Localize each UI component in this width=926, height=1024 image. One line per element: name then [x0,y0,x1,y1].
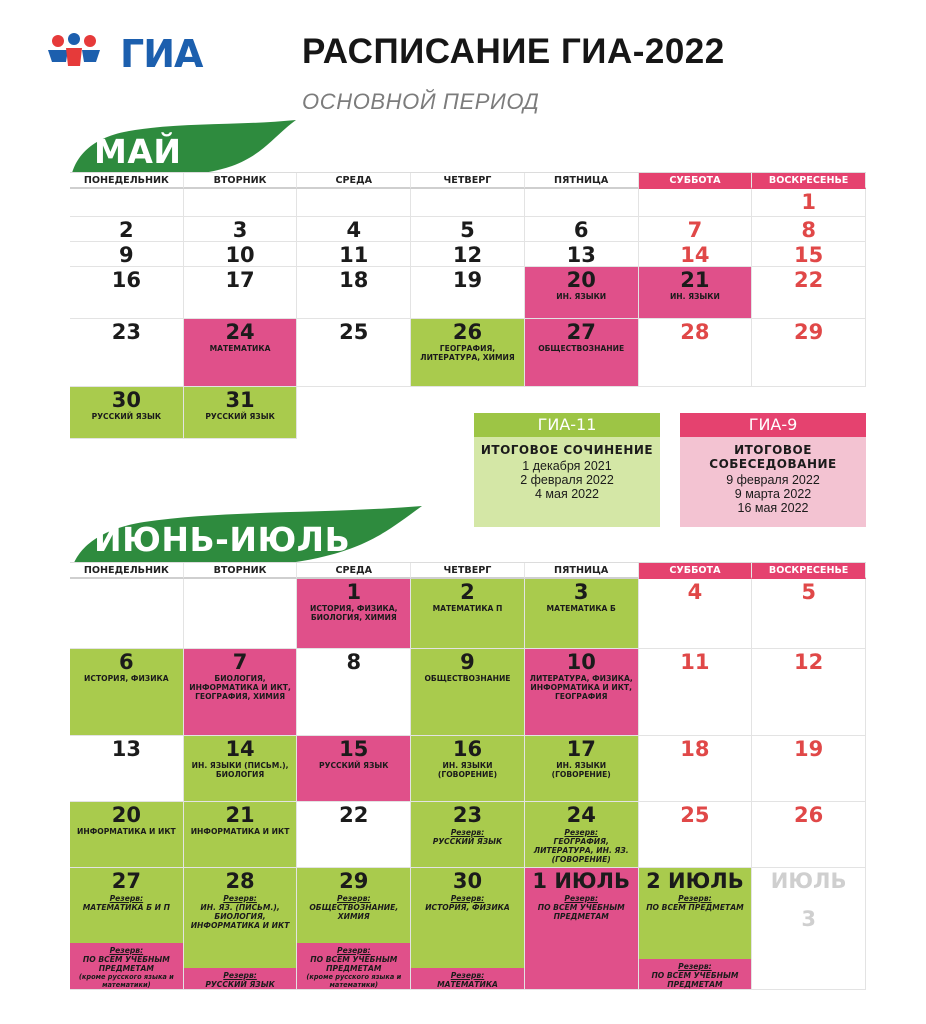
calendar-day [184,319,298,387]
day-number: 5 [460,218,475,242]
day-number: 3 [573,580,589,604]
exam-subjects: МАТЕМАТИКА Б [546,604,616,613]
day-number: 25 [339,320,369,344]
day-number: 20 [111,803,141,827]
weekday-header: ПЯТНИЦА [525,173,639,189]
exam-subjects: ОБЩЕСТВОЗНАНИЕ [538,344,625,353]
calendar-day [525,217,639,242]
calendar-day [752,868,866,990]
day-number: 22 [339,803,369,827]
reserve-box [184,968,297,989]
weekday-header: ВТОРНИК [184,563,298,579]
calendar-day [525,267,639,319]
calendar-empty-cell [184,579,298,649]
day-number: 10 [566,650,596,674]
day-number: 8 [346,650,362,674]
reserve-label: Резерв: [337,894,371,903]
reserve-label: Резерв: [564,894,598,903]
weekday-header: СРЕДА [297,563,411,579]
reserve-subjects: РУССКИЙ ЯЗЫК [205,980,275,989]
reserve-label: Резерв: [109,946,144,955]
day-number: 8 [801,218,816,242]
gia9-date: 16 мая 2022 [737,501,809,515]
calendar-day [639,267,753,319]
day-number: 18 [339,268,369,292]
calendar-day [525,242,639,267]
gia9-dates [680,473,866,515]
calendar-day [297,217,411,242]
reserve-box [297,943,410,989]
reserve-label: Резерв: [223,894,257,903]
calendar-day [752,189,866,217]
calendar-day [297,242,411,267]
calendar-day [639,736,753,802]
reserve-box [639,959,752,989]
reserve-subjects: ИН. ЯЗ. (ПИСЬМ.), БИОЛОГИЯ, ИНФОРМАТИКА И ИКТ [190,903,290,930]
calendar-day [184,868,298,990]
day-number-extra: 3 [801,907,816,931]
calendar-day [184,802,298,868]
day-number: 16 [111,268,141,292]
day-number: 23 [452,803,483,827]
gia-logo [44,32,204,76]
day-number: ИЮЛЬ [770,869,847,893]
calendar-empty-cell [70,579,184,649]
calendar-day [70,242,184,267]
day-number: 11 [339,243,369,267]
calendar-day [752,217,866,242]
day-number: 21 [680,268,710,292]
logo-text: ГИА [120,32,203,76]
day-number: 9 [460,650,475,674]
day-number: 6 [573,218,589,242]
day-number: 3 [232,218,248,242]
reserve-subjects: ПО ВСЕМ УЧЕБНЫМ ПРЕДМЕТАМ [537,903,625,921]
day-number: 2 [119,218,134,242]
calendar-day [525,802,639,868]
day-number: 12 [794,650,824,674]
page-subtitle: ОСНОВНОЙ ПЕРИОД [302,89,540,114]
day-number: 29 [794,320,824,344]
calendar-day [184,242,298,267]
calendar-day [184,217,298,242]
calendar-day [70,868,184,990]
day-number: 1 [346,580,362,604]
weekday-header: ПОНЕДЕЛЬНИК [70,563,184,579]
gia11-date: 1 декабря 2021 [522,459,612,473]
day-number: 15 [794,243,824,267]
reserve-box [70,943,183,989]
calendar-day [639,579,753,649]
day-number: 17 [566,737,596,761]
gia11-date: 4 мая 2022 [534,487,600,501]
may-calendar [70,172,866,439]
calendar-empty-cell [297,387,411,439]
day-number: 29 [339,869,369,893]
day-number: 24 [225,320,255,344]
weekday-header: ВОСКРЕСЕНЬЕ [752,173,866,189]
gia9-title: ИТОГОВОЕ СОБЕСЕДОВАНИЕ [709,443,837,471]
day-number: 7 [232,650,248,674]
day-number: 16 [452,737,483,761]
day-number: 17 [225,268,255,292]
day-number: 13 [566,243,596,267]
exam-subjects: МАТЕМАТИКА П [432,604,503,613]
june-calendar [70,562,866,990]
reserve-subjects: ОБЩЕСТВОЗНАНИЕ, ХИМИЯ [309,903,399,921]
day-number: 21 [225,803,255,827]
day-number: 18 [680,737,710,761]
calendar-day [639,242,753,267]
reserve-subjects: РУССКИЙ ЯЗЫК [432,837,503,846]
exam-subjects: ИН. ЯЗЫКИ (ГОВОРЕНИЕ) [551,761,611,779]
reserve-subjects: ИСТОРИЯ, ФИЗИКА [425,903,510,912]
day-number: 19 [452,268,483,292]
day-number: 9 [119,243,134,267]
day-number: 2 ИЮЛЬ [646,869,744,893]
reserve-label: Резерв: [450,971,485,980]
calendar-empty-cell [525,189,639,217]
weekday-header: СУББОТА [639,173,753,189]
calendar-day [525,868,639,990]
day-number: 7 [687,218,703,242]
day-number: 30 [452,869,483,893]
calendar-day [70,267,184,319]
gia9-date: 9 февраля 2022 [726,473,820,487]
day-number: 31 [225,388,255,412]
reserve-subjects: ПО ВСЕМ УЧЕБНЫМ ПРЕДМЕТАМ [82,955,170,973]
exam-subjects: БИОЛОГИЯ, ИНФОРМАТИКА И ИКТ, ГЕОГРАФИЯ, ХИМИЯ [189,674,291,701]
weekday-header: СРЕДА [297,173,411,189]
reserve-note: (кроме русского языка и математики) [78,973,174,989]
calendar-day [184,649,298,736]
exam-subjects: ЛИТЕРАТУРА, ФИЗИКА, ИНФОРМАТИКА И ИКТ, ГЕОГРАФИЯ [529,674,633,701]
page-title: РАСПИСАНИЕ ГИА-2022 [302,32,725,71]
day-number: 15 [339,737,369,761]
calendar-day [752,319,866,387]
day-number: 13 [111,737,141,761]
calendar-day [752,736,866,802]
calendar-day [297,319,411,387]
day-number: 14 [680,243,710,267]
calendar-day [411,267,525,319]
day-number: 10 [225,243,255,267]
day-number: 14 [225,737,255,761]
weekday-header: ЧЕТВЕРГ [411,563,525,579]
exam-subjects: ИН. ЯЗЫКИ (ГОВОРЕНИЕ) [437,761,498,779]
reserve-box [411,968,524,989]
exam-subjects: ИН. ЯЗЫКИ [669,292,720,301]
calendar-day [297,736,411,802]
calendar-day [70,387,184,439]
day-number: 28 [225,869,255,893]
gia11-date: 2 февраля 2022 [520,473,614,487]
calendar-day [752,802,866,868]
calendar-day [411,319,525,387]
reserve-label: Резерв: [678,894,712,903]
calendar-day [70,802,184,868]
calendar-day [297,579,411,649]
calendar-empty-cell [639,189,753,217]
day-number: 30 [111,388,141,412]
exam-subjects: РУССКИЙ ЯЗЫК [205,412,275,421]
weekday-header: ВОСКРЕСЕНЬЕ [752,563,866,579]
reserve-subjects: ПО ВСЕМ УЧЕБНЫМ ПРЕДМЕТАМ [651,971,739,989]
reserve-label: Резерв: [450,894,485,903]
calendar-day [184,387,298,439]
reserve-label: Резерв: [564,828,598,837]
day-number: 23 [111,320,141,344]
weekday-header: СУББОТА [639,563,753,579]
calendar-day [752,242,866,267]
exam-subjects: ИНФОРМАТИКА И ИКТ [77,827,176,836]
calendar-day [411,649,525,736]
calendar-day [297,802,411,868]
reserve-subjects: ПО ВСЕМ ПРЕДМЕТАМ [646,903,744,912]
day-number: 20 [566,268,596,292]
calendar-day [411,868,525,990]
calendar-day [411,802,525,868]
calendar-day [639,868,753,990]
calendar-day [70,736,184,802]
calendar-empty-cell [297,189,411,217]
calendar-day [70,649,184,736]
gia11-box [474,413,660,527]
gia11-title: ИТОГОВОЕ СОЧИНЕНИЕ [480,443,654,457]
calendar-day [639,802,753,868]
calendar-day [411,217,525,242]
weekday-header: ВТОРНИК [184,173,298,189]
calendar-day [297,649,411,736]
may-title: МАЙ [94,132,182,171]
exam-subjects: ИН. ЯЗЫКИ (ПИСЬМ.), БИОЛОГИЯ [191,761,289,779]
day-number: 2 [460,580,475,604]
calendar-empty-cell [411,189,525,217]
calendar-day [411,736,525,802]
reserve-label: Резерв: [223,971,257,980]
gia9-date: 9 марта 2022 [734,487,812,501]
day-number: 4 [687,580,703,604]
gia11-label: ГИА-11 [474,413,660,437]
day-number: 11 [680,650,710,674]
calendar-day [525,649,639,736]
reserve-note: (кроме русского языка и математики) [306,973,402,989]
exam-subjects: ОБЩЕСТВОЗНАНИЕ [424,674,511,683]
calendar-day [297,868,411,990]
day-number: 25 [680,803,710,827]
exam-subjects: РУССКИЙ ЯЗЫК [319,761,389,770]
day-number: 1 ИЮЛЬ [532,869,630,893]
day-number: 4 [346,218,362,242]
day-number: 26 [452,320,483,344]
calendar-day [639,319,753,387]
calendar-day [184,736,298,802]
day-number: 1 [801,190,816,214]
reserve-subjects: ГЕОГРАФИЯ, ЛИТЕРАТУРА, ИН. ЯЗ. (ГОВОРЕНИЕ) [533,837,629,864]
reserve-subjects: МАТЕМАТИКА Б И П [82,903,170,912]
day-number: 27 [111,869,141,893]
weekday-header: ЧЕТВЕРГ [411,173,525,189]
calendar-day [525,579,639,649]
calendar-empty-cell [184,189,298,217]
calendar-day [70,217,184,242]
exam-subjects: ИСТОРИЯ, ФИЗИКА [84,674,169,683]
calendar-day [411,579,525,649]
exam-subjects: МАТЕМАТИКА [209,344,271,353]
calendar-day [297,267,411,319]
calendar-day [70,319,184,387]
day-number: 12 [452,243,483,267]
day-number: 19 [794,737,824,761]
exam-subjects: ИСТОРИЯ, ФИЗИКА, БИОЛОГИЯ, ХИМИЯ [310,604,398,622]
calendar-day [184,267,298,319]
day-number: 28 [680,320,710,344]
day-number: 26 [794,803,824,827]
day-number: 27 [566,320,596,344]
day-number: 22 [794,268,824,292]
gia9-label: ГИА-9 [680,413,866,437]
calendar-day [639,217,753,242]
exam-subjects: ИН. ЯЗЫКИ [556,292,607,301]
exam-subjects: ГЕОГРАФИЯ, ЛИТЕРАТУРА, ХИМИЯ [420,344,515,362]
reserve-label: Резерв: [678,962,712,971]
day-number: 6 [119,650,134,674]
weekday-header: ПЯТНИЦА [525,563,639,579]
weekday-header: ПОНЕДЕЛЬНИК [70,173,184,189]
calendar-day [752,267,866,319]
reserve-label: Резерв: [450,828,485,837]
reserve-subjects: МАТЕМАТИКА [437,980,498,989]
gia9-box [680,413,866,527]
calendar-day [411,242,525,267]
day-number: 5 [801,580,816,604]
calendar-day [525,736,639,802]
day-number: 24 [566,803,596,827]
reserve-subjects: ПО ВСЕМ УЧЕБНЫМ ПРЕДМЕТАМ [310,955,398,973]
family-logo-icon [44,32,124,76]
calendar-day [525,319,639,387]
reserve-label: Резерв: [109,894,144,903]
calendar-day [639,649,753,736]
calendar-empty-cell [70,189,184,217]
calendar-day [752,649,866,736]
exam-subjects: ИНФОРМАТИКА И ИКТ [190,827,290,836]
calendar-day [752,579,866,649]
gia11-dates [474,459,660,501]
reserve-label: Резерв: [337,946,371,955]
exam-subjects: РУССКИЙ ЯЗЫК [91,412,162,421]
june-title: ИЮНЬ-ИЮЛЬ [94,520,351,559]
